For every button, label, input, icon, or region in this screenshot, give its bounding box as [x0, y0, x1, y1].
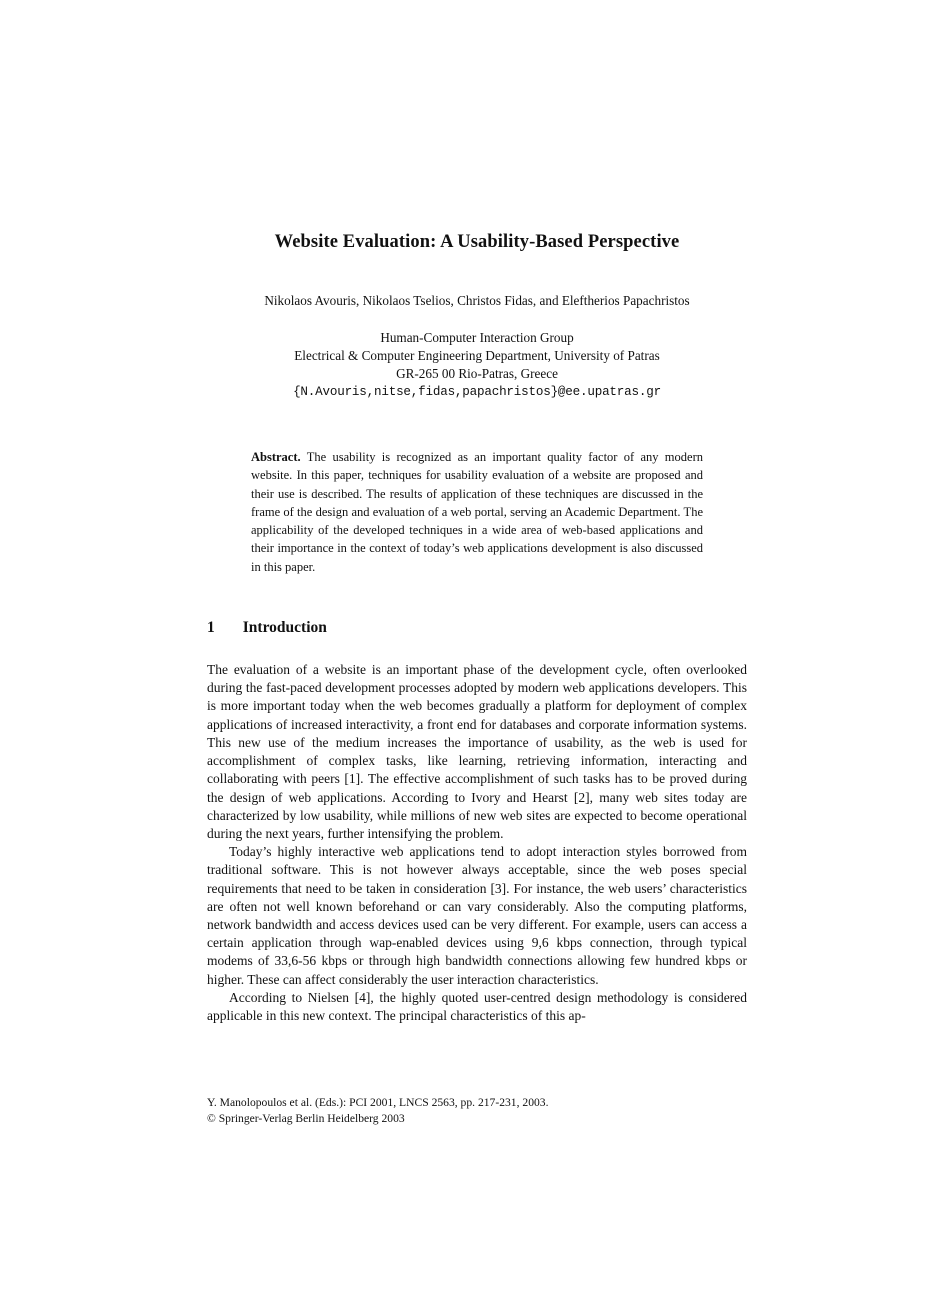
section-heading	[207, 618, 747, 638]
paper-title: Website Evaluation: A Usability-Based Perspective	[274, 232, 680, 252]
abstract-text: The usability is recognized as an important quality factor of any modern website. In this paper, techniques for usability evaluation of a website are proposed and their use is described. The results of application of these techniques are discussed in the frame of the design and evaluation of a web portal, serving an Academic Department. The applicability of the developed techniques in a wide area of web-based applications and their importance in the context of today’s web applications development is also discussed in this paper.	[251, 450, 703, 574]
abstract-label: Abstract.	[251, 450, 301, 464]
paragraph-1: The evaluation of a website is an important phase of the development cycle, often overlooked during the fast-paced development processes adopted by modern web applications developers. This is more important today when the web becomes gradually a platform for deployment of complex applications of increased interactivity, a front end for databases and corporate information systems. This new use of the medium increases the importance of usability, as the web is used for accomplishment of complex tasks, like learning, retrieving information, interacting and collaborating with peers [1]. The effective accomplishment of such tasks has to be proved during the design of web applications. According to Ivory and Hearst [2], many web sites today are characterized by low usability, while millions of new web sites are expected to become operational during the next years, further intensifying the problem.	[207, 662, 747, 841]
section-number: 1	[207, 619, 215, 637]
section-title: Introduction	[242, 619, 327, 637]
affiliation-group-line: Human-Computer Interaction Group	[380, 330, 574, 345]
footnote-citation-line: Y. Manolopoulos et al. (Eds.): PCI 2001, LNCS 2563, pp. 217-231, 2003.	[207, 1096, 549, 1109]
abstract-block	[251, 448, 703, 576]
affiliation-block	[207, 329, 747, 401]
paper-content	[207, 230, 747, 1025]
paragraph-3: According to Nielsen [4], the highly quoted user-centred design methodology is considered applicable in this new context. The principal characteristics of this ap-	[207, 989, 747, 1023]
affiliation-department-line: Electrical & Computer Engineering Department, University of Patras	[294, 348, 660, 363]
footnote-copyright-line: © Springer-Verlag Berlin Heidelberg 2003	[207, 1112, 405, 1125]
authors-email: {N.Avouris,nitse,fidas,papachristos}@ee.upatras.gr	[293, 385, 661, 399]
paragraph-2: Today’s highly interactive web applications tend to adopt interaction styles borrowed from traditional software. This is not however always acceptable, since the web poses special requirements that need to be taken in consideration [3]. For instance, the web users’ characteristics are often not well known beforehand or can vary considerably. Also the computing platforms, network bandwidth and access devices used can be very different. For example, users can access a certain application through wap-enabled devices using 9,6 kbps connection, through typical modems of 33,6-56 kbps or through high bandwidth connections allowing few hundred kbps or higher. These can affect considerably the user interaction characteristics.	[207, 844, 747, 987]
affiliation-address-line: GR-265 00 Rio-Patras, Greece	[396, 366, 558, 381]
footnote-block	[207, 1095, 767, 1127]
authors-line: Nikolaos Avouris, Nikolaos Tselios, Christos Fidas, and Eleftherios Papachristos	[264, 293, 690, 308]
